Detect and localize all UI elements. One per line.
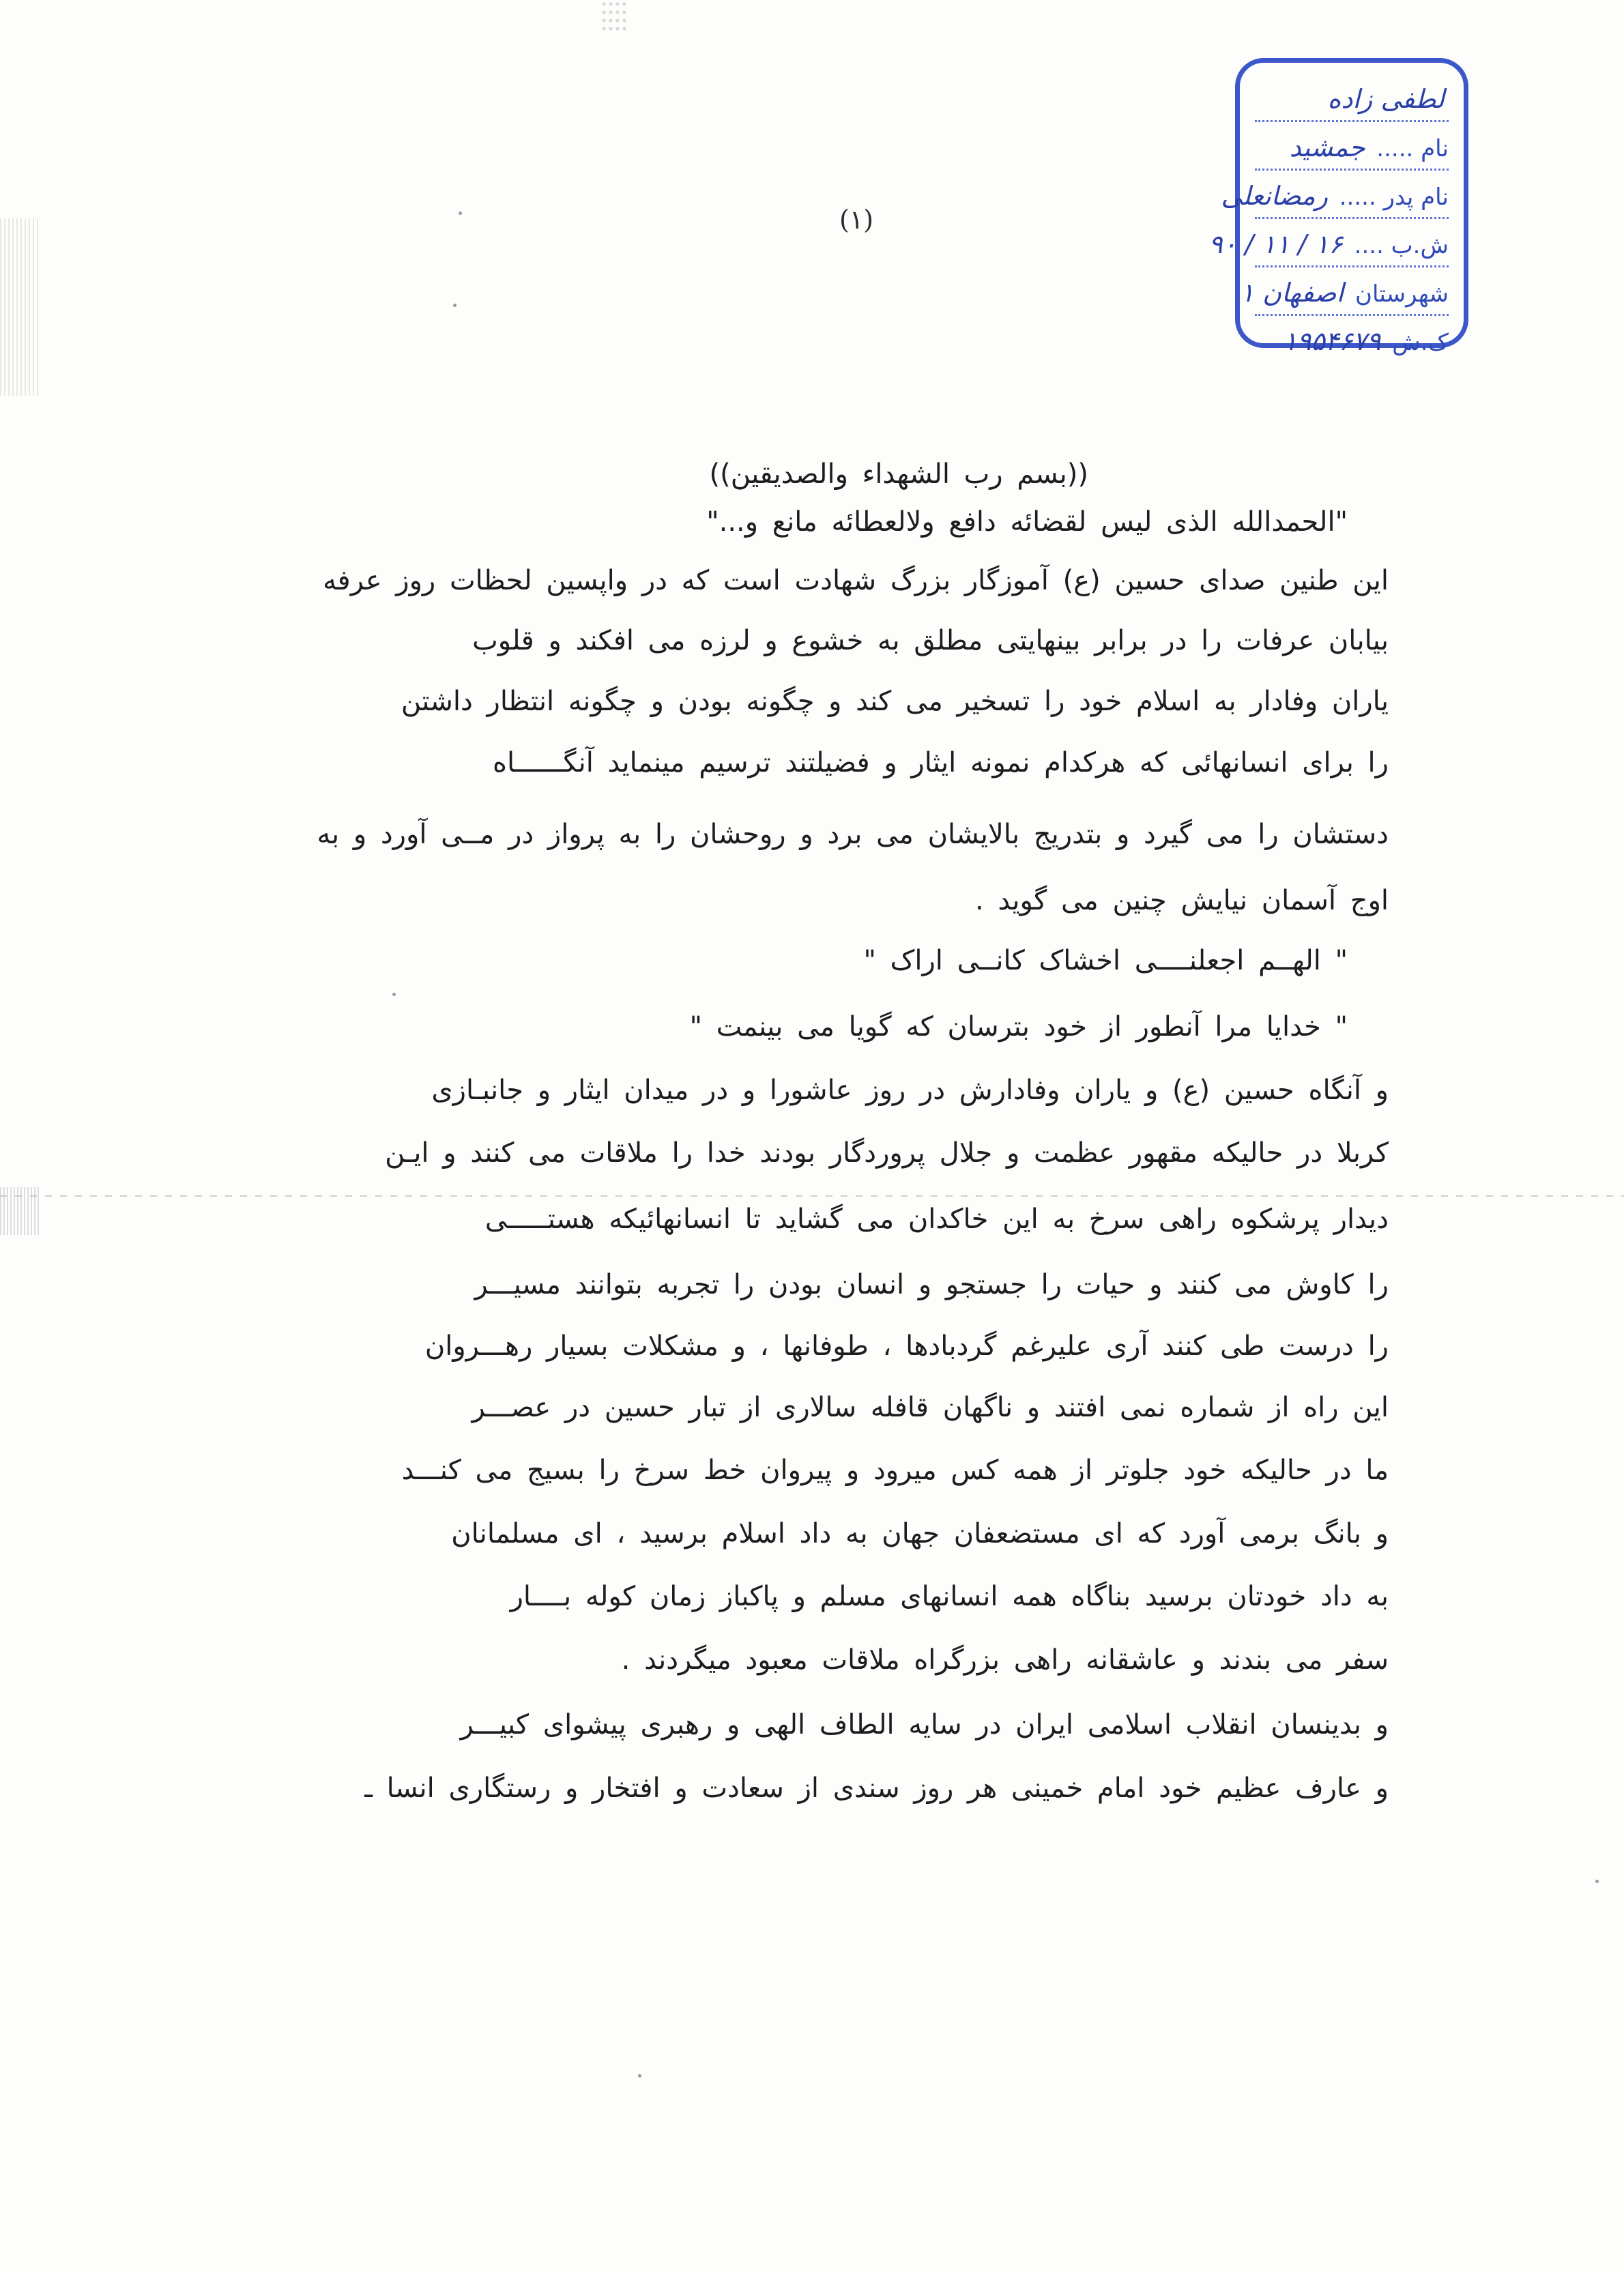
- stamp-label: ش.ب ....: [1354, 232, 1449, 259]
- text-line: و عارف عظیم خود امام خمینی هر روز سندی از سعادت و افتخار و رستگاری انسا ـ: [364, 1773, 1389, 1804]
- text-line: سفر می بندند و عاشقانه راهی بزرگراه ملاقات معبود میگردند .: [621, 1644, 1389, 1676]
- stamp-value-father-name: رمضانعلی: [1221, 181, 1328, 211]
- text-line: اوج آسمان نیایش چنین می گوید .: [974, 885, 1389, 916]
- stamp-label: نام .....: [1376, 135, 1449, 162]
- stamp-value-name: جمشید: [1289, 132, 1365, 162]
- text-line: را برای انسانهائی که هرکدام نمونه ایثار و فضیلتند ترسیم مینماید آنگــــــاه: [493, 747, 1389, 778]
- document-title: ((بسم رب الشهداء والصدیقین)): [709, 458, 1088, 490]
- text-line: و بدینسان انقلاب اسلامی ایران در سایه الطاف الهی و رهبری پیشوای کبیـــر: [460, 1709, 1389, 1741]
- text-line: به داد خودتان برسید بناگاه همه انسانهای مسلم و پاکباز زمان کوله بــــار: [510, 1581, 1389, 1612]
- text-line: دیدار پرشکوه راهی سرخ به این خاکدان می گشاید تا انسانهائیکه هستـــــی: [484, 1204, 1389, 1235]
- text-line: را کاوش می کنند و حیات را جستجو و انسان بودن را تجربه بتوانند مسیـــر: [474, 1269, 1389, 1300]
- text-line: دستشان را می گیرد و بتدریج بالایشان می برد و روحشان را به پرواز در مــی آورد و به: [317, 819, 1389, 850]
- stamp-label: ک.ش: [1392, 329, 1449, 356]
- document-body: [24, 0, 1389, 2272]
- text-line: این راه از شماره نمی افتند و ناگهان قافله سالاری از تبار حسین در عصـــر: [472, 1392, 1389, 1423]
- page-number: (۱): [839, 205, 874, 235]
- text-line-quote: " خدایا مرا آنطور از خود بترسان که گویا می بینمت ": [689, 1011, 1348, 1043]
- text-line: ما در حالیکه خود جلوتر از همه کس میرود و پیروان خط سرخ را بسیج می کنـــد: [401, 1455, 1389, 1486]
- text-line-quote: " الهــم اجعلنــــی اخشاک کانــی اراک ": [863, 945, 1348, 976]
- text-line: کربلا در حالیکه مقهور عظمت و جلال پروردگار بودند خدا را ملاقات می کنند و ایـن: [385, 1137, 1389, 1169]
- text-line: را درست طی کنند آری علیرغم گردبادها ، طوفانها ، و مشکلات بسیار رهـــروان: [424, 1330, 1389, 1362]
- stamp-value-surname: لطفی زاده: [1327, 84, 1445, 114]
- stamp-value-code: ۱۹۵۴۶۷۹: [1283, 326, 1381, 356]
- text-line: و بانگ برمی آورد که ای مستضعفان جهان به داد اسلام برسید ، ای مسلمانان: [451, 1518, 1389, 1549]
- text-line: این طنین صدای حسین (ع) آموزگار بزرگ شهادت است که در واپسین لحظات روز عرفه: [323, 565, 1389, 596]
- text-line: و آنگاه حسین (ع) و یاران وفادارش در روز عاشورا و در میدان ایثار و جانبـازی: [431, 1075, 1389, 1106]
- stamp-value-city: اصفهان ۱: [1240, 278, 1344, 308]
- text-line: یاران وفادار به اسلام خود را تسخیر می کند و چگونه بودن و چگونه انتظار داشتن: [401, 686, 1389, 717]
- stamp-label: شهرستان: [1355, 280, 1449, 308]
- stamp-value-id-number: ۱۶ / ۱۱ / ۹۰: [1208, 229, 1343, 259]
- text-line: "الحمدالله الذی لیس لقضائه دافع ولالعطائه مانع و...": [706, 506, 1348, 538]
- stamp-label: نام پدر .....: [1339, 184, 1449, 211]
- text-line: بیابان عرفات را در برابر بینهایتی مطلق به خشوع و لرزه می افکند و قلوب: [472, 625, 1389, 656]
- scan-speck: [1595, 1880, 1599, 1883]
